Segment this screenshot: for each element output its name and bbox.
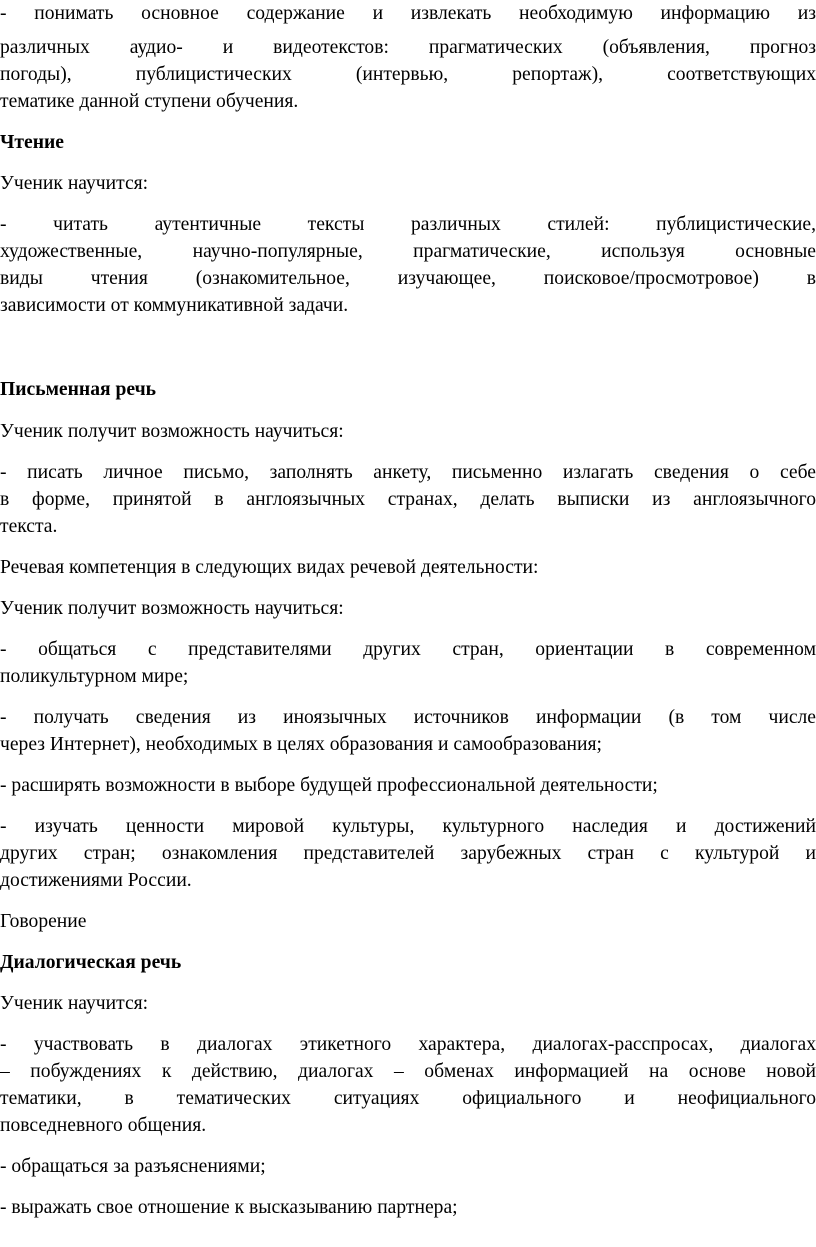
paragraph-line: тематике данной ступени обучения.	[0, 91, 299, 112]
paragraph-line: повседневного общения.	[0, 1115, 207, 1136]
intro-line: Ученик получит возможность научиться:	[0, 598, 344, 619]
paragraph-line: через Интернет), необходимых в целях образования и самообразования;	[0, 734, 602, 755]
intro-line: Ученик получит возможность научиться:	[0, 421, 344, 442]
intro-line: Ученик научится:	[0, 173, 149, 194]
paragraph-line: в форме, принятой в англоязычных странах, делать выписки из англоязычного	[0, 489, 816, 510]
paragraph-line: текста.	[0, 516, 58, 537]
paragraph-line: тематики, в тематических ситуациях официального и неофициального	[0, 1088, 816, 1109]
paragraph-line: - общаться с представителями других стран, ориентации в современном	[0, 639, 816, 660]
paragraph-line: поликультурном мире;	[0, 666, 189, 687]
paragraph-line: зависимости от коммуникативной задачи.	[0, 295, 349, 316]
paragraph-line: - понимать основное содержание и извлекать необходимую информацию из	[0, 3, 816, 24]
paragraph-line: погоды), публицистических (интервью, репортаж), соответствующих	[0, 64, 816, 85]
paragraph-line: - обращаться за разъяснениями;	[0, 1156, 266, 1177]
paragraph-line: виды чтения (ознакомительное, изучающее, поисковое/просмотровое) в	[0, 268, 816, 289]
section-heading-dialogue: Диалогическая речь	[0, 952, 182, 973]
paragraph-line: достижениями России.	[0, 870, 192, 891]
paragraph-line: - участвовать в диалогах этикетного характера, диалогах-расспросах, диалогах	[0, 1034, 816, 1055]
section-heading-reading: Чтение	[0, 132, 64, 153]
paragraph-line: - читать аутентичные тексты различных стилей: публицистические,	[0, 214, 816, 235]
section-heading-writing: Письменная речь	[0, 379, 157, 400]
paragraph-line: различных аудио- и видеотекстов: прагматических (объявления, прогноз	[0, 37, 816, 58]
text-line: Речевая компетенция в следующих видах речевой деятельности:	[0, 557, 539, 578]
text-line: Говорение	[0, 911, 87, 932]
paragraph-line: - писать личное письмо, заполнять анкету, письменно излагать сведения о себе	[0, 462, 816, 483]
intro-line: Ученик научится:	[0, 993, 149, 1014]
paragraph-line: художественные, научно-популярные, прагматические, используя основные	[0, 241, 816, 262]
paragraph-line: - расширять возможности в выборе будущей профессиональной деятельности;	[0, 775, 658, 796]
paragraph-line: - получать сведения из иноязычных источников информации (в том числе	[0, 707, 816, 728]
paragraph-line: других стран; ознакомления представителей зарубежных стран с культурой и	[0, 843, 816, 864]
paragraph-line: - выражать свое отношение к высказыванию партнера;	[0, 1197, 458, 1218]
paragraph-line: - изучать ценности мировой культуры, культурного наследия и достижений	[0, 816, 816, 837]
paragraph-line: – побуждениях к действию, диалогах – обменах информацией на основе новой	[0, 1061, 816, 1082]
